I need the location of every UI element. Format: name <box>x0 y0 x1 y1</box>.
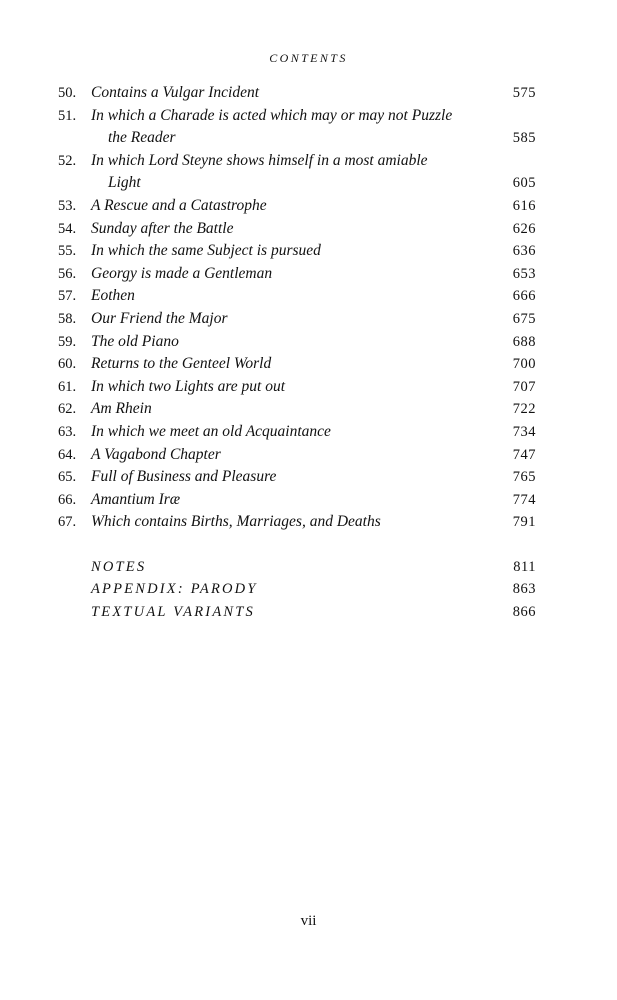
toc-entry-51 <box>58 105 536 150</box>
chapter-number: 53. <box>58 197 77 214</box>
chapter-title: The old Piano <box>91 332 179 350</box>
page-number: 774 <box>512 491 536 508</box>
page-number: 811 <box>513 558 536 575</box>
chapter-number: 52. <box>58 152 77 169</box>
chapter-number: 66. <box>58 491 77 508</box>
chapter-title: In which two Lights are put out <box>91 377 286 395</box>
page-number: 653 <box>512 265 536 282</box>
chapter-number: 63. <box>58 423 77 440</box>
chapter-number: 54. <box>58 220 77 237</box>
chapter-number: 55. <box>58 243 77 260</box>
chapter-number: 65. <box>58 469 77 486</box>
chapter-number: 51. <box>58 107 77 124</box>
toc-entry-54 <box>58 218 536 241</box>
toc-entry-60 <box>58 353 536 376</box>
page-number: 675 <box>512 310 536 327</box>
chapter-number: 61. <box>58 378 77 395</box>
chapter-number: 56. <box>58 265 77 282</box>
chapter-title: Our Friend the Major <box>91 309 228 327</box>
page-number: 700 <box>512 356 536 373</box>
chapter-title-continued: Light <box>108 174 141 192</box>
page-number: 734 <box>512 423 536 440</box>
toc-entry-66 <box>58 489 536 512</box>
page-number: 722 <box>512 401 536 418</box>
chapter-title: In which we meet an old Acquaintance <box>91 422 331 440</box>
chapter-number: 64. <box>58 446 77 463</box>
chapter-title: A Vagabond Chapter <box>91 445 221 463</box>
chapter-title: Am Rhein <box>91 400 152 418</box>
page-number: 863 <box>512 581 536 598</box>
toc-entry-57 <box>58 285 536 308</box>
chapter-title: In which the same Subject is pursued <box>91 242 321 260</box>
toc-entry-56 <box>58 263 536 286</box>
page-number: 575 <box>512 85 536 101</box>
page-number: 585 <box>512 130 536 147</box>
chapter-title: In which Lord Steyne shows himself in a most amiable <box>91 151 428 169</box>
chapter-title: Contains a Vulgar Incident <box>91 84 260 101</box>
toc-entry-62 <box>58 398 536 421</box>
toc-entry-53 <box>58 195 536 218</box>
chapter-title: Sunday after the Battle <box>91 219 234 237</box>
page-number: 765 <box>512 469 536 486</box>
chapter-title: Georgy is made a Gentleman <box>91 264 273 282</box>
toc-entry-55 <box>58 240 536 263</box>
chapter-number: 59. <box>58 333 77 350</box>
chapter-title: Full of Business and Pleasure <box>91 468 277 486</box>
section-spacer <box>58 534 536 556</box>
toc-entry-65 <box>58 466 536 489</box>
back-matter-title: APPENDIX: PARODY <box>91 581 258 598</box>
chapter-number: 58. <box>58 310 77 327</box>
toc-entry-61 <box>58 376 536 399</box>
chapter-title: Returns to the Genteel World <box>91 355 272 373</box>
table-of-contents <box>58 82 536 624</box>
toc-entry-50 <box>58 82 536 105</box>
toc-entry-63 <box>58 421 536 444</box>
page-number: 866 <box>512 604 536 621</box>
page-number: 636 <box>512 243 536 260</box>
chapter-number: 57. <box>58 288 77 305</box>
page-number: 791 <box>512 514 536 531</box>
page-number: 616 <box>512 197 536 214</box>
page-number: 626 <box>512 220 536 237</box>
chapter-number: 62. <box>58 401 77 418</box>
running-header: CONTENTS <box>269 51 348 65</box>
page-number: 688 <box>512 333 536 350</box>
toc-entry-appendix <box>58 578 536 601</box>
toc-entry-64 <box>58 444 536 467</box>
page-folio: vii <box>300 913 317 929</box>
toc-entry-67 <box>58 511 536 534</box>
chapter-number: 50. <box>58 85 77 101</box>
chapter-number: 67. <box>58 514 77 531</box>
toc-entry-notes <box>58 556 536 579</box>
toc-entry-59 <box>58 331 536 354</box>
page-number: 707 <box>512 378 536 395</box>
page-number: 666 <box>512 288 536 305</box>
page-number: 747 <box>512 446 536 463</box>
toc-entry-52 <box>58 150 536 195</box>
back-matter-title: TEXTUAL VARIANTS <box>91 604 255 621</box>
chapter-title: Amantium Iræ <box>91 490 181 508</box>
chapter-number: 60. <box>58 356 77 373</box>
back-matter-title: NOTES <box>91 558 147 575</box>
toc-entry-textual-variants <box>58 601 536 624</box>
page-number: 605 <box>512 175 536 192</box>
chapter-title: A Rescue and a Catastrophe <box>91 196 267 214</box>
chapter-title: In which a Charade is acted which may or may not Puzzle <box>91 106 453 124</box>
chapter-title-continued: the Reader <box>108 129 176 147</box>
toc-entry-58 <box>58 308 536 331</box>
chapter-title: Which contains Births, Marriages, and Deaths <box>91 513 381 531</box>
chapter-title: Eothen <box>91 287 135 305</box>
